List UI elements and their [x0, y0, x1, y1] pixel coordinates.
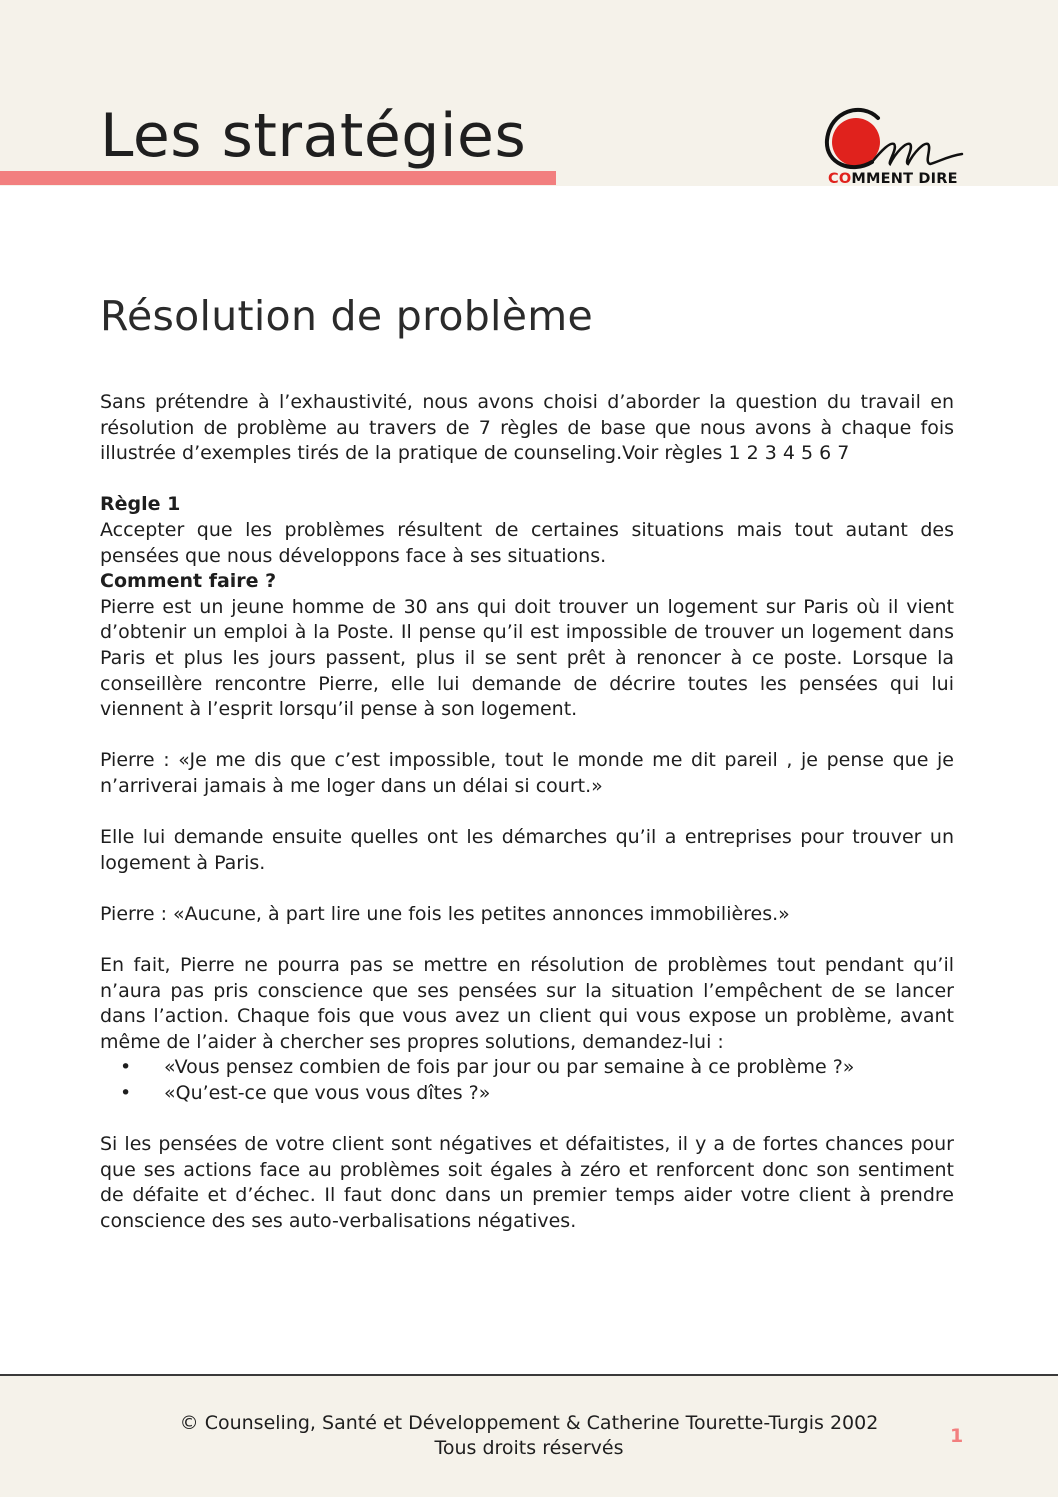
list-item-text: «Qu’est-ce que vous vous dîtes ?»: [164, 1082, 491, 1105]
footer-rights: Tous droits réservés: [434, 1437, 624, 1459]
how-label: Comment faire ?: [100, 570, 277, 593]
pierre-quote-2: Pierre : «Aucune, à part lire une fois les petites annonces immobilières.»: [100, 902, 790, 925]
list-item: • «Qu’est-ce que vous vous dîtes ?»: [120, 1082, 491, 1105]
rule-text: Accepter que les problèmes résultent de certaines situations mais tout autant des pensées que nous développons face à ses situations.: [100, 518, 954, 567]
logo-wordmark: [828, 170, 958, 188]
logo-wordmark-accent: CO: [828, 171, 852, 187]
document-body: [100, 390, 954, 1235]
closing-paragraph: Si les pensées de votre client sont négatives et défaitistes, il y a de fortes chances pour que ses actions face au problèmes soit égales à zéro et renforcent donc son sentiment de défaite et d’échec. Il faut donc dans un premier temps aider votre client à prendre conscience des ses auto-verbalisations négatives.: [100, 1133, 954, 1232]
rule-label: Règle 1: [100, 493, 181, 516]
comment-dire-logo-icon: [822, 104, 968, 174]
section-title: Résolution de problème: [100, 292, 594, 340]
intro-paragraph: Sans prétendre à l’exhaustivité, nous avons choisi d’aborder la question du travail en résolution de problème au travers de 7 règles de base que nous avons à chaque fois illustrée d’exemples tirés de la pratique de counseling.Voir règles 1 2 3 4 5 6 7: [100, 391, 954, 465]
counselor-question: Elle lui demande ensuite quelles ont les démarches qu’il a entreprises pour trouver un logement à Paris.: [100, 826, 954, 874]
example-paragraph: Pierre est un jeune homme de 30 ans qui doit trouver un logement sur Paris où il vient d’obtenir un emploi à la Poste. Il pense qu’il est impossible de trouver un logement dans Paris et plus les jours passent, plus il se sent prêt à renoncer à ce poste. Lorsque la conseillère rencontre Pierre, elle lui demande de décrire toutes les pensées qui lui viennent à l’esprit lorsqu’il pense à son logement.: [100, 595, 954, 721]
list-item-text: «Vous pensez combien de fois par jour ou par semaine à ce problème ?»: [164, 1056, 855, 1079]
header-title: Les stratégies: [100, 101, 527, 171]
comment-dire-logo: [822, 104, 968, 188]
pierre-quote-1: Pierre : «Je me dis que c’est impossible, tout le monde me dit pareil , je pense que je n’arriverai jamais à me loger dans un délai si court.»: [100, 749, 954, 797]
header-accent-bar: [0, 171, 556, 185]
list-item: • «Vous pensez combien de fois par jour ou par semaine à ce problème ?»: [120, 1056, 855, 1079]
page-header: [0, 0, 1058, 186]
footer-copyright: © Counseling, Santé et Développement & Catherine Tourette-Turgis 2002: [179, 1412, 879, 1434]
page-number: 1: [950, 1425, 964, 1447]
analysis-paragraph: En fait, Pierre ne pourra pas se mettre en résolution de problèmes tout pendant qu’il n’aura pas pris conscience que ses pensées sur la situation l’empêchent de se lancer dans l’action. Chaque fois que vous avez un client qui vous expose un problème, avant même de l’aider à chercher ses propres solutions, demandez-lui :: [100, 954, 954, 1053]
page-footer: [0, 1374, 1058, 1497]
footer-text: [0, 1411, 1058, 1461]
question-list: [100, 1055, 954, 1106]
logo-wordmark-rest: MMENT DIRE: [851, 171, 958, 187]
